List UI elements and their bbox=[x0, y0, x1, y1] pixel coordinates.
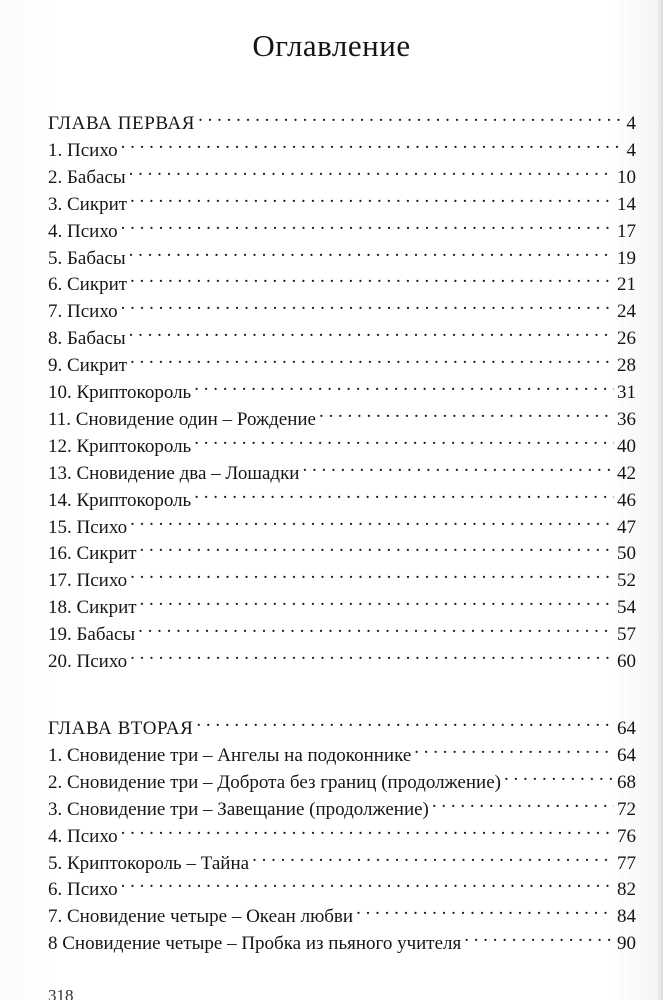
toc-entry-row bbox=[48, 184, 636, 215]
toc-entry-label: 8 Сновидение четыре – Пробка из пьяного учителя bbox=[48, 933, 462, 954]
dot-leader bbox=[130, 507, 614, 533]
toc-entry-label: 19. Бабасы bbox=[48, 624, 136, 645]
toc-entry-row bbox=[48, 533, 636, 564]
dot-leader bbox=[432, 789, 614, 815]
toc-entry-row bbox=[48, 238, 636, 269]
dot-leader bbox=[319, 399, 614, 425]
toc-entry-page-number: 19 bbox=[617, 248, 636, 269]
toc-entry-row bbox=[48, 426, 636, 457]
toc-entry-label: 12. Криптокороль bbox=[48, 436, 192, 457]
toc-entry-row bbox=[48, 923, 636, 954]
toc-entry-page-number: 4 bbox=[626, 140, 636, 161]
toc-entry-page-number: 64 bbox=[617, 745, 636, 766]
toc-entry-label: 5. Криптокороль – Тайна bbox=[48, 853, 250, 874]
toc-entry-row bbox=[48, 789, 636, 820]
toc-entry-label: 3. Сновидение три – Завещание (продолжение) bbox=[48, 799, 429, 820]
toc-entry-page-number: 68 bbox=[617, 772, 636, 793]
toc-entry-label: 13. Сновидение два – Лошадки bbox=[48, 463, 300, 484]
toc-entry-row bbox=[48, 641, 636, 672]
toc-entry-label: 17. Психо bbox=[48, 570, 128, 591]
toc-entry-page-number: 14 bbox=[617, 194, 636, 215]
toc-entry-row bbox=[48, 399, 636, 430]
toc-entry-row bbox=[48, 453, 636, 484]
dot-leader bbox=[252, 843, 614, 869]
toc-entry-row bbox=[48, 345, 636, 376]
toc-entry-page-number: 57 bbox=[617, 624, 636, 645]
page-title: Оглавление bbox=[252, 28, 411, 63]
dot-leader bbox=[130, 184, 614, 210]
dot-leader bbox=[129, 157, 614, 183]
toc-entry-label: 6. Сикрит bbox=[48, 274, 128, 295]
toc-entry-label: 6. Психо bbox=[48, 879, 118, 900]
toc-entry-row bbox=[48, 762, 636, 793]
dot-leader bbox=[138, 614, 614, 640]
toc-entry-page-number: 42 bbox=[617, 463, 636, 484]
toc-entry-page-number: 26 bbox=[617, 328, 636, 349]
dot-leader bbox=[140, 587, 614, 613]
toc-entry-row bbox=[48, 157, 636, 188]
toc-entry-label: 4. Психо bbox=[48, 221, 118, 242]
dot-leader bbox=[121, 291, 614, 317]
dot-leader bbox=[130, 264, 614, 290]
toc-entry-label: 16. Сикрит bbox=[48, 543, 137, 564]
dot-leader bbox=[198, 103, 621, 129]
toc-entry-label: 1. Психо bbox=[48, 140, 118, 161]
dot-leader bbox=[130, 560, 614, 586]
dot-leader bbox=[196, 708, 614, 734]
dot-leader bbox=[356, 896, 614, 922]
dot-leader bbox=[129, 238, 614, 264]
toc-entry-page-number: 17 bbox=[617, 221, 636, 242]
toc-entry-label: 2. Бабасы bbox=[48, 167, 126, 188]
toc-entry-row bbox=[48, 560, 636, 591]
toc-entry-row bbox=[48, 843, 636, 874]
toc-entry-page-number: 46 bbox=[617, 490, 636, 511]
dot-leader bbox=[414, 735, 614, 761]
chapter-heading-row bbox=[48, 103, 636, 134]
dot-leader bbox=[121, 816, 614, 842]
toc-entry-row bbox=[48, 614, 636, 645]
dot-leader bbox=[121, 869, 614, 895]
toc-entry-label: 20. Психо bbox=[48, 651, 128, 672]
chapter-heading-label: ГЛАВА ВТОРАЯ bbox=[48, 718, 194, 739]
toc-entry-page-number: 82 bbox=[617, 879, 636, 900]
toc-entry-page-number: 52 bbox=[617, 570, 636, 591]
toc-entry-page-number: 31 bbox=[617, 382, 636, 403]
toc-entry-page-number: 54 bbox=[617, 597, 636, 618]
toc-entry-page-number: 50 bbox=[617, 543, 636, 564]
page-edge-shadow bbox=[657, 0, 663, 1000]
dot-leader bbox=[121, 211, 614, 237]
toc-entry-page-number: 28 bbox=[617, 355, 636, 376]
toc-entry-page-number: 60 bbox=[617, 651, 636, 672]
toc-entry-page-number: 40 bbox=[617, 436, 636, 457]
toc-entry-row bbox=[48, 587, 636, 618]
toc-entry-label: 4. Психо bbox=[48, 826, 118, 847]
toc-entry-label: 14. Криптокороль bbox=[48, 490, 192, 511]
toc-entry-label: 1. Сновидение три – Ангелы на подоконнике bbox=[48, 745, 412, 766]
toc-entry-row bbox=[48, 480, 636, 511]
page-number-footer: 318 bbox=[48, 986, 74, 1000]
toc-entry-row bbox=[48, 318, 636, 349]
toc-entry-page-number: 24 bbox=[617, 301, 636, 322]
toc-entry-row bbox=[48, 896, 636, 927]
toc-entry-page-number: 10 bbox=[617, 167, 636, 188]
dot-leader bbox=[464, 923, 614, 949]
toc-entry-label: 2. Сновидение три – Доброта без границ (продолжение) bbox=[48, 772, 501, 793]
toc-entry-row bbox=[48, 816, 636, 847]
toc-entry-row bbox=[48, 264, 636, 295]
toc-entry-page-number: 90 bbox=[617, 933, 636, 954]
toc-entry-page-number: 77 bbox=[617, 853, 636, 874]
toc-entry-page-number: 72 bbox=[617, 799, 636, 820]
toc-entry-label: 10. Криптокороль bbox=[48, 382, 192, 403]
toc-entry-label: 18. Сикрит bbox=[48, 597, 137, 618]
toc-entry-row bbox=[48, 507, 636, 538]
dot-leader bbox=[194, 372, 614, 398]
toc-entry-page-number: 76 bbox=[617, 826, 636, 847]
toc-entry-label: 15. Психо bbox=[48, 517, 128, 538]
dot-leader bbox=[121, 130, 621, 156]
dot-leader bbox=[130, 345, 614, 371]
toc-entry-row bbox=[48, 291, 636, 322]
toc-entry-label: 3. Сикрит bbox=[48, 194, 128, 215]
chapter-heading-row bbox=[48, 708, 636, 739]
toc-entry-row bbox=[48, 869, 636, 900]
toc-entry-row bbox=[48, 130, 636, 161]
chapter-heading-label: ГЛАВА ПЕРВАЯ bbox=[48, 113, 196, 134]
dot-leader bbox=[130, 641, 614, 667]
toc-entry-row bbox=[48, 735, 636, 766]
toc-entry-label: 9. Сикрит bbox=[48, 355, 128, 376]
dot-leader bbox=[302, 453, 614, 479]
toc-entry-label: 5. Бабасы bbox=[48, 248, 126, 269]
dot-leader bbox=[129, 318, 614, 344]
toc-entry-page-number: 21 bbox=[617, 274, 636, 295]
toc-entry-label: 8. Бабасы bbox=[48, 328, 126, 349]
toc-entry-row bbox=[48, 372, 636, 403]
toc-entry-label: 11. Сновидение один – Рождение bbox=[48, 409, 316, 430]
chapter-heading-page-number: 4 bbox=[626, 113, 636, 134]
toc-entry-page-number: 36 bbox=[617, 409, 636, 430]
dot-leader bbox=[194, 426, 614, 452]
toc-entry-label: 7. Сновидение четыре – Океан любви bbox=[48, 906, 354, 927]
toc-entry-label: 7. Психо bbox=[48, 301, 118, 322]
dot-leader bbox=[194, 480, 614, 506]
chapter-heading-page-number: 64 bbox=[617, 718, 636, 739]
dot-leader bbox=[504, 762, 614, 788]
dot-leader bbox=[140, 533, 614, 559]
toc-entry-page-number: 84 bbox=[617, 906, 636, 927]
toc-entry-page-number: 47 bbox=[617, 517, 636, 538]
toc-entry-row bbox=[48, 211, 636, 242]
